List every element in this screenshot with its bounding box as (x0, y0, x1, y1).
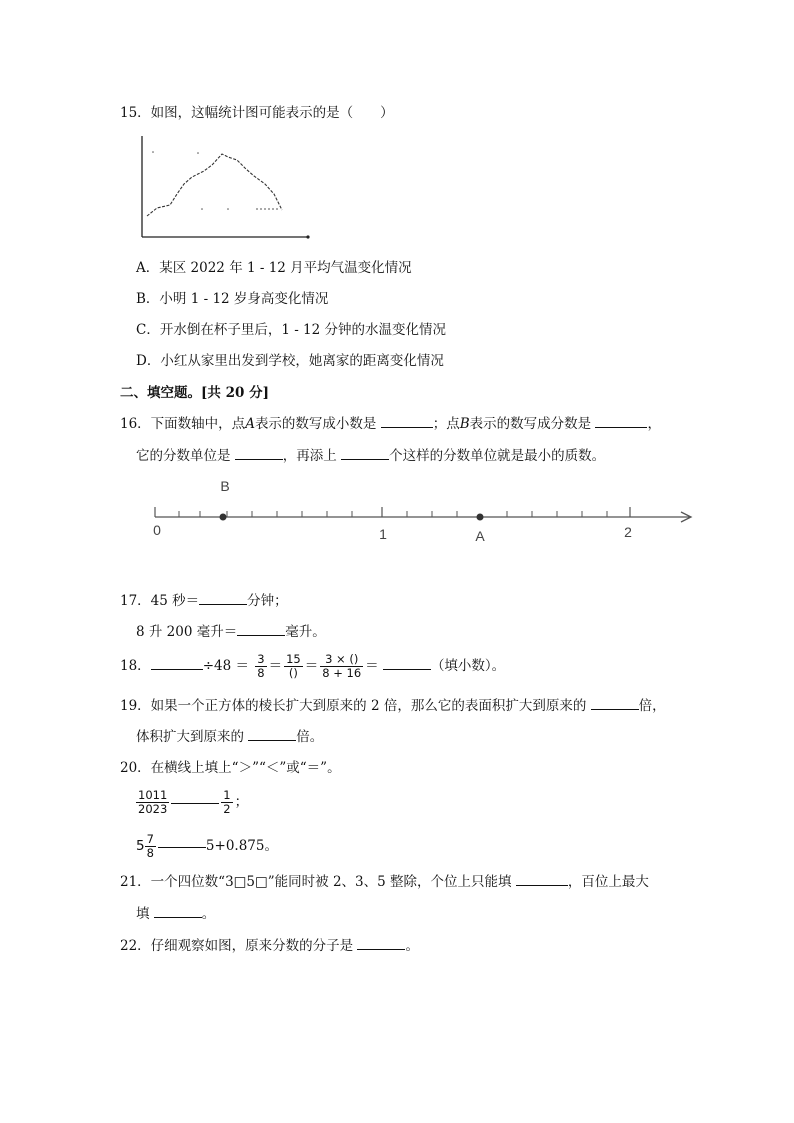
answer-blank-q21-1[interactable] (516, 873, 568, 886)
q19-text: 19．如果一个正方体的棱长扩大到原来的 2 倍，那么它的表面积扩大到原来的 (120, 698, 587, 714)
q19-line1 (120, 697, 666, 715)
fraction-3-8: $\frac{3}{8}$ (257, 652, 265, 680)
q21-line1 (120, 873, 649, 891)
q19-text: 倍。 (296, 729, 324, 745)
q18-text: ÷48 ＝ (202, 658, 249, 674)
q16-line1 (120, 415, 661, 433)
q22-text: 22．仔细观察如图，原来分数的分子是 (120, 938, 354, 954)
q17-text: 毫升。 (285, 624, 326, 640)
q21-text: ，百位上最大 (567, 874, 649, 890)
q19-line2 (136, 728, 323, 746)
tick-label-2: 2 (624, 524, 632, 540)
fraction-1011-2023: $\frac{1011}{2023}$ (138, 788, 168, 816)
q16-text: 它的分数单位是 (136, 448, 231, 464)
tick-label-1: 1 (379, 526, 387, 542)
fraction-15-blank: $\frac{15}{()}$ (286, 652, 301, 680)
point-a (477, 514, 484, 521)
q16-line2 (136, 447, 605, 465)
q15-option-a[interactable]: A．某区 2022 年 1 - 12 月平均气温变化情况 (136, 260, 412, 276)
q20-stem: 20．在横线上填上“＞”“＜”或“＝”。 (120, 760, 341, 776)
fraction-expression: $\frac{3 \times ()}{8 + 16}$ (322, 652, 362, 680)
point-b (220, 514, 227, 521)
q15-line-chart (132, 132, 317, 244)
q20-text: 5+0.875。 (205, 838, 278, 854)
number-line (140, 472, 700, 550)
q16-text: ，再添上 (282, 448, 337, 464)
q18-text: （填小数）。 (430, 658, 506, 674)
x-axis-arrow (306, 235, 309, 238)
q16-text: 表示的数写成分数是 (469, 416, 592, 432)
q21-text: 填 (136, 906, 150, 922)
answer-blank-q21-2[interactable] (154, 905, 202, 918)
q16-var-a: A (245, 416, 255, 432)
answer-blank-q16-4[interactable] (341, 447, 389, 460)
q21-line2 (136, 905, 215, 923)
answer-blank-q18-2[interactable] (383, 657, 431, 670)
mixed-whole: 5 (136, 838, 145, 854)
fraction-7-8: $\frac{7}{8}$ (146, 832, 154, 860)
answer-blank-q18-1[interactable] (151, 657, 203, 670)
q22-line1 (120, 937, 419, 955)
q16-text: 16．下面数轴中，点 (120, 416, 246, 432)
q17-text: 17．45 秒＝ (120, 593, 200, 609)
scan-dot (152, 151, 154, 153)
q16-text: ， (647, 416, 661, 432)
answer-blank-q17-1[interactable] (199, 592, 247, 605)
q15-option-c[interactable]: C．开水倒在杯子里后，1 - 12 分钟的水温变化情况 (136, 322, 447, 338)
q15-option-d[interactable]: D．小红从家里出发到学校，她离家的距离变化情况 (136, 353, 444, 369)
section-title: 二、填空题。[共 20 分] (120, 385, 269, 401)
answer-blank-q20-1[interactable] (171, 802, 219, 804)
answer-blank-q22-1[interactable] (357, 937, 405, 950)
q17-line1 (120, 592, 288, 610)
scan-dot (201, 208, 203, 210)
q20-item-1 (136, 784, 248, 820)
q18-text: ＝ (365, 658, 379, 674)
data-line (147, 154, 282, 216)
answer-blank-q16-1[interactable] (381, 415, 433, 428)
answer-blank-q20-2[interactable] (158, 846, 206, 848)
q15-option-b[interactable]: B．小明 1 - 12 岁身高变化情况 (136, 291, 329, 307)
q18-line (120, 649, 505, 683)
point-a-label: A (475, 528, 485, 544)
q17-line2 (136, 623, 326, 641)
q21-text: 。 (201, 906, 216, 922)
q17-text: 8 升 200 毫升＝ (136, 624, 238, 640)
scan-dot (227, 208, 229, 210)
q21-text: 21．一个四位数“3□5□”能同时被 2、3、5 整除，个位上只能填 (120, 874, 512, 890)
q19-text: 体积扩大到原来的 (136, 729, 244, 745)
point-b-label: B (220, 478, 230, 494)
answer-blank-q16-3[interactable] (235, 447, 283, 460)
tick-label-0: 0 (153, 522, 161, 538)
q19-text: 倍， (638, 698, 666, 714)
q16-text: 表示的数写成小数是 (254, 416, 377, 432)
answer-blank-q19-1[interactable] (591, 697, 639, 710)
fraction-1-2: $\frac{1}{2}$ (223, 788, 231, 816)
q17-text: 分钟； (247, 593, 288, 609)
q16-text: 个这样的分数单位就是最小的质数。 (389, 448, 606, 464)
q22-text: 。 (405, 938, 419, 954)
q18-text: ＝ (268, 658, 283, 674)
answer-blank-q19-2[interactable] (248, 728, 296, 741)
q18-text: 18． (120, 658, 151, 674)
scan-dot (197, 152, 199, 154)
q20-text: ； (234, 794, 249, 810)
q16-text: ；点 (432, 416, 460, 432)
q20-item-2 (136, 828, 278, 864)
q15-stem: 15．如图，这幅统计图可能表示的是（ ） (120, 105, 394, 121)
answer-blank-q16-2[interactable] (595, 415, 647, 428)
answer-blank-q17-2[interactable] (237, 623, 285, 636)
q16-var-b: B (459, 416, 470, 432)
q18-text: ＝ (304, 658, 319, 674)
